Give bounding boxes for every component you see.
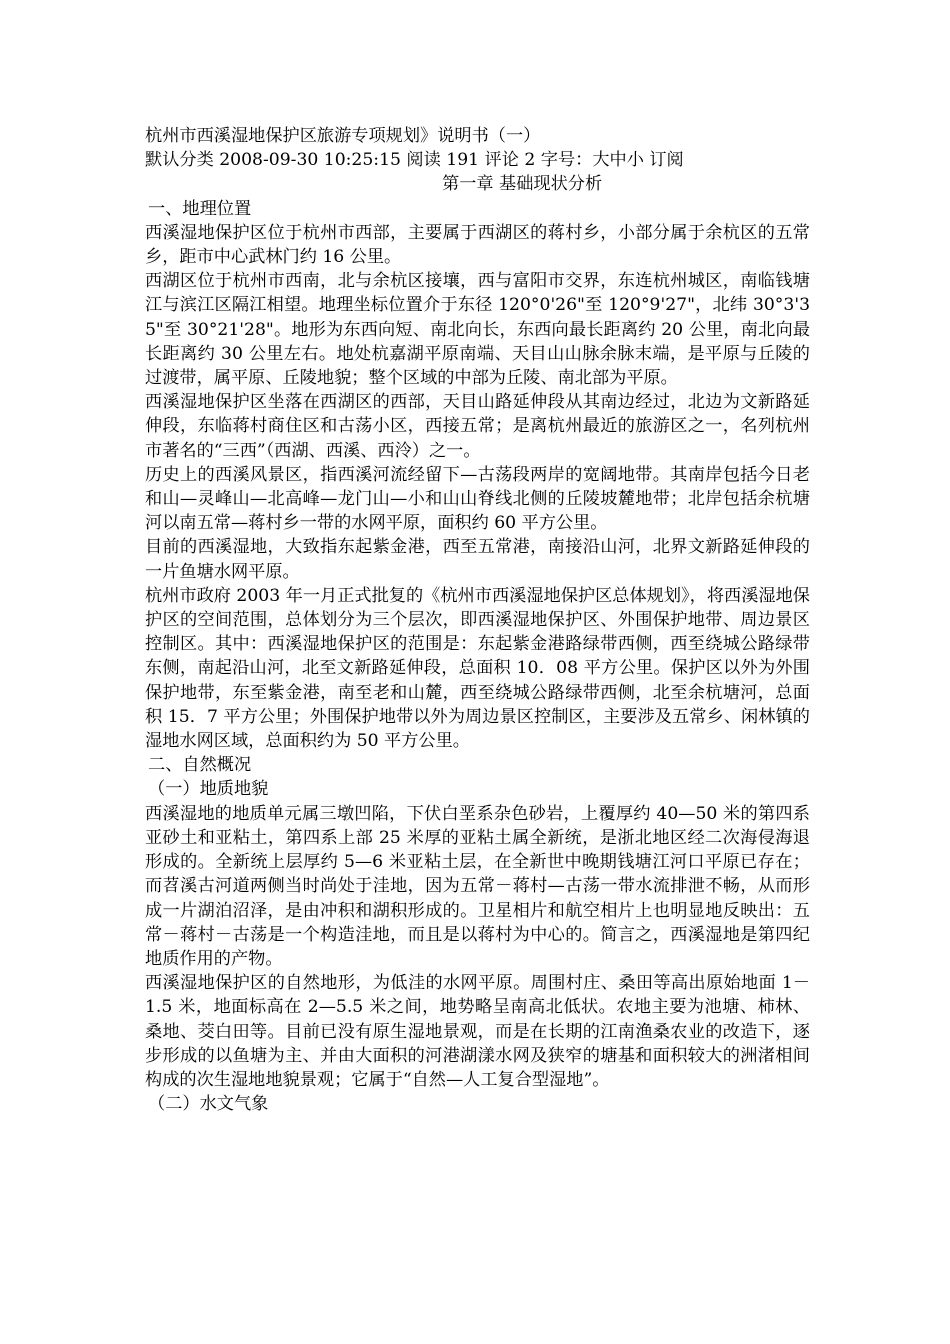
- paragraph: 西湖区位于杭州市西南，北与余杭区接壤，西与富阳市交界，东连杭州城区，南临钱塘江与滨江区隔江相望。地理坐标位置介于东径 120°0'26"至 120°9'27"，北纬 30°3'35"至 30°21'28"。地形为东西向短、南北向长，东西向最长距离约 20 公里，南北向最长距离约 30 公里左右。地处杭嘉湖平原南端、天目山山脉余脉末端，是平原与丘陵的过渡带，属平原、丘陵地貌；整个区域的中部为丘陵、南北部为平原。: [145, 271, 810, 389]
- chapter-heading: 第一章 基础现状分析: [442, 174, 603, 195]
- paragraph: 西溪湿地保护区的自然地形，为低洼的水网平原。周围村庄、桑田等高出原始地面 1－1.5 米，地面标高在 2—5.5 米之间，地势略呈南高北低状。农地主要为池塘、柿林、桑地、茭白田等。目前已没有原生湿地景观，而是在长期的江南渔桑农业的改造下，逐步形成的以鱼塘为主、并由大面积的河港湖漾水网及狭窄的塘基和面积较大的洲渚相间构成的次生湿地地貌景观；它属于“自然—人工复合型湿地”。: [145, 973, 810, 1090]
- subsection-heading-hydrology: （二）水文气象: [148, 1094, 269, 1115]
- paragraph: 目前的西溪湿地，大致指东起紫金港，西至五常港，南接沿山河，北界文新路延伸段的一片鱼塘水网平原。: [145, 537, 810, 582]
- subsection-heading-geology: （一）地质地貌: [148, 779, 269, 800]
- post-meta: 默认分类 2008-09-30 10:25:15 阅读 191 评论 2 字号：大中小 订阅: [145, 150, 684, 171]
- paragraph: 西溪湿地保护区位于杭州市西部，主要属于西湖区的蒋村乡，小部分属于余杭区的五常乡，距市中心武林门约 16 公里。: [145, 222, 810, 268]
- paragraph: 西溪湿地的地质单元属三墩凹陷，下伏白垩系杂色砂岩，上覆厚约 40—50 米的第四系亚砂土和亚粘土，第四系上部 25 米厚的亚粘土属全新统，是浙北地区经二次海侵海退形成的。全新统上层厚约 5—6 米亚粘土层，在全新世中晚期钱塘江河口平原已存在；而苕溪古河道两侧当时尚处于洼地，因为五常－蒋村—古荡一带水流排泄不畅，从而形成一片湖泊沼泽，是由冲积和湖积形成的。卫星相片和航空相片上也明显地反映出：五常－蒋村－古荡是一个构造洼地，而且是以蒋村为中心的。简言之，西溪湿地是第四纪地质作用的产物。: [145, 803, 810, 969]
- document-title: 杭州市西溪湿地保护区旅游专项规划》说明书（一）: [145, 126, 541, 146]
- section-heading-nature: 二、自然概况: [148, 755, 252, 776]
- document-page: [145, 124, 810, 1116]
- section-heading-location: 一、地理位置: [148, 198, 252, 219]
- paragraph: 历史上的西溪风景区，指西溪河流经留下—古荡段两岸的宽阔地带。其南岸包括今日老和山—灵峰山—北高峰—龙门山—小和山山脊线北侧的丘陵坡麓地带；北岸包括余杭塘河以南五常—蒋村乡一带的水网平原，面积约 60 平方公里。: [145, 464, 810, 534]
- paragraph: 西溪湿地保护区坐落在西湖区的西部，天目山路延伸段从其南边经过，北边为文新路延伸段，东临蒋村商住区和古荡小区，西接五常；是离杭州最近的旅游区之一，名列杭州市著名的“三西”（西湖、西溪、西泠）之一。: [145, 392, 810, 461]
- paragraph: 杭州市政府 2003 年一月正式批复的《杭州市西溪湿地保护区总体规划》，将西溪湿地保护区的空间范围，总体划分为三个层次，即西溪湿地保护区、外围保护地带、周边景区控制区。其中：西溪湿地保护区的范围是：东起紫金港路绿带西侧，西至绕城公路绿带东侧，南起沿山河，北至文新路延伸段，总面积 10．08 平方公里。保护区以外为外围保护地带，东至紫金港，南至老和山麓，西至绕城公路绿带西侧，北至余杭塘河，总面积 15．7 平方公里；外围保护地带以外为周边景区控制区，主要涉及五常乡、闲林镇的湿地水网区域，总面积约为 50 平方公里。: [145, 585, 810, 752]
